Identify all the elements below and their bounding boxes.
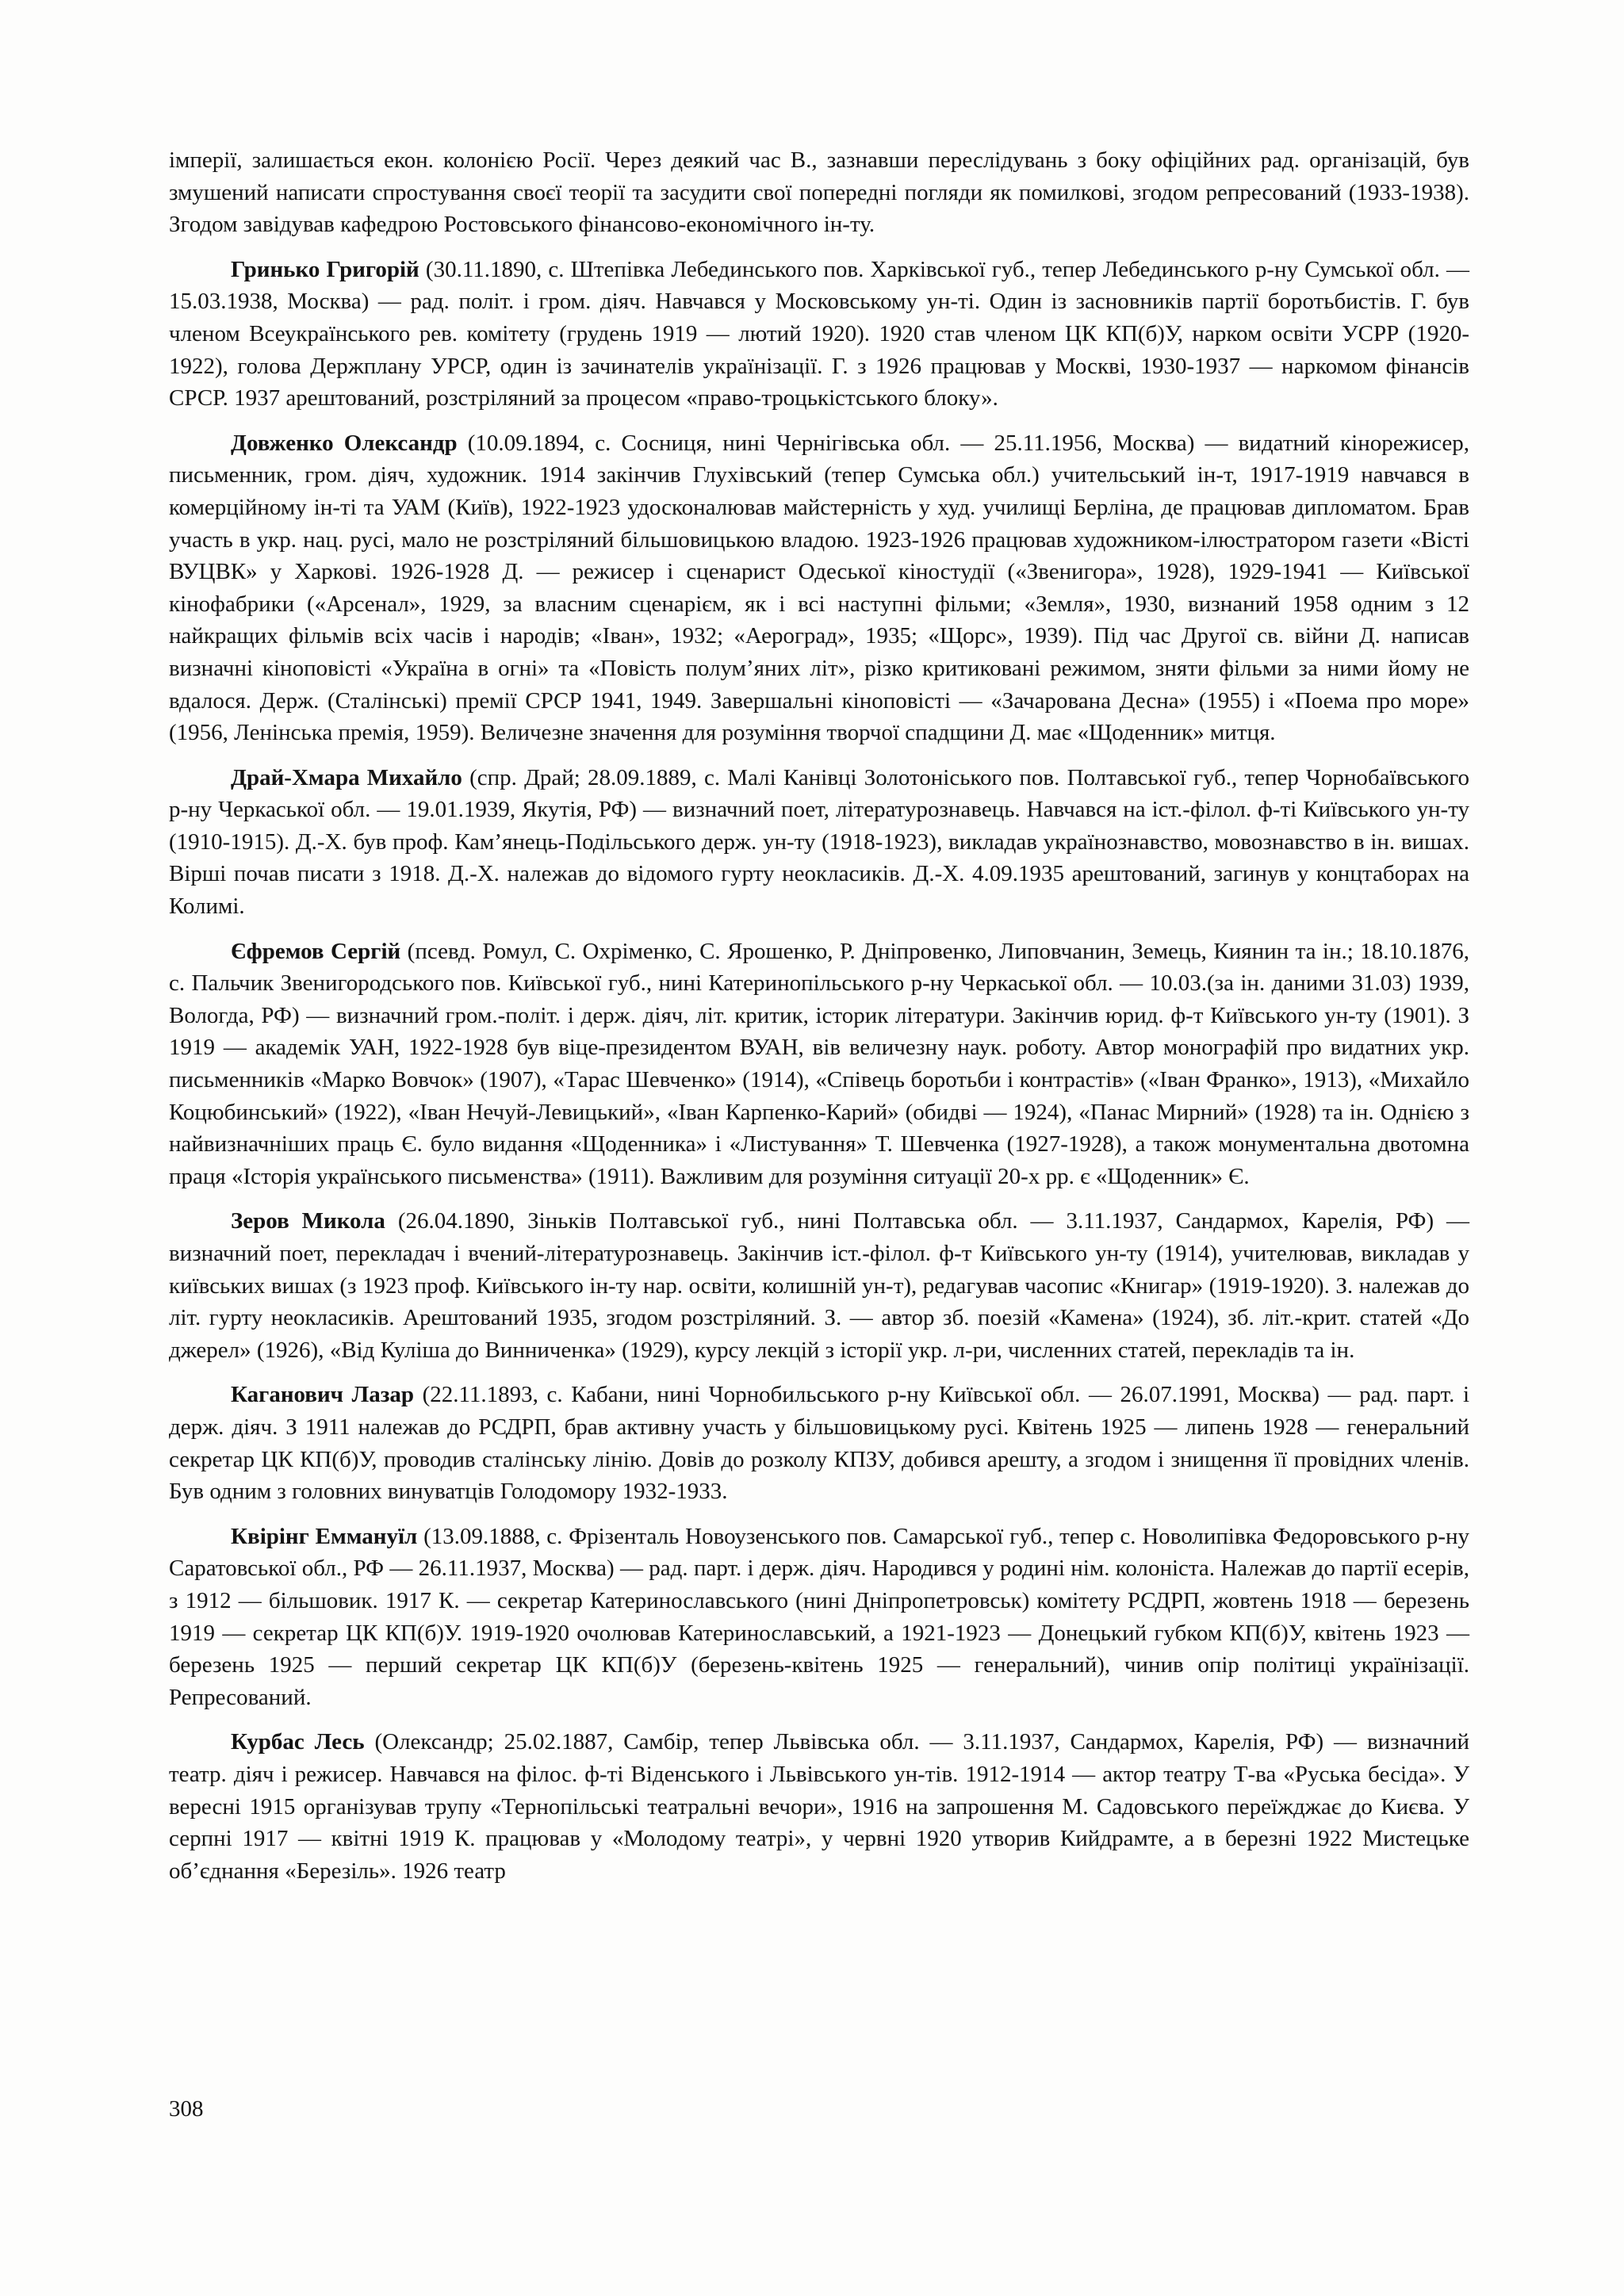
entry-name: Зеров Микола — [231, 1208, 385, 1234]
page-number: 308 — [169, 2096, 204, 2122]
entry-kviring — [169, 1521, 1469, 1714]
entry-name: Квірінг Еммануїл — [231, 1523, 418, 1549]
entry-text: (Олександр; 25.02.1887, Самбір, тепер Львівська обл. — 3.11.1937, Сандармох, Карелія, РФ) — визначний театр. діяч і режисер. Навчався на філос. ф-ті Віденського і Львівського ун-тів. 1912-1914 — актор театру Т-ва «Руська бесіда». У вересні 1915 організував трупу «Тернопільські театральні вечори», 1916 на запрошення М. Садовського переїжджає до Києва. У серпні 1917 — квітні 1919 К. працював у «Молодому театрі», у червні 1920 утворив Кийдрамте, а в березні 1922 Мистецьке об’єднання «Березіль». 1926 театр — [169, 1729, 1469, 1884]
entry-zerov — [169, 1205, 1469, 1366]
entry-text: (26.04.1890, Зіньків Полтавської губ., нині Полтавська обл. — 3.11.1937, Сандармох, Карелія, РФ) — визначний поет, перекладач і вчений-літературознавець. Закінчив іст.-філол. ф-т Київського ун-ту (1914), учителював, викладав у київських вишах (з 1923 проф. Київського ін-ту нар. освіти, колишній ун-т), редагував часопис «Книгар» (1919-1920). З. належав до літ. гурту неокласиків. Арештований 1935, згодом розстріляний. З. — автор зб. поезій «Камена» (1924), зб. літ.-крит. статей «До джерел» (1926), «Від Куліша до Винниченка» (1929), курсу лекцій з історії укр. л-ри, численних статей, перекладів та ін. — [169, 1208, 1469, 1363]
entry-name: Драй-Хмара Михайло — [231, 764, 462, 790]
entry-kurbas — [169, 1726, 1469, 1887]
entry-text: (псевд. Ромул, С. Охріменко, С. Ярошенко, Р. Дніпровенко, Липовчанин, Земець, Киянин та ін.; 18.10.1876, с. Пальчик Звенигородського пов. Київської губ., нині Катеринопільського р-ну Черкаської обл. — 10.03.(за ін. даними 31.03) 1939, Вологда, РФ) — визначний гром.-політ. і держ. діяч, літ. критик, історик літератури. Закінчив юрид. ф-т Київського ун-ту (1901). З 1919 — академік УАН, 1922-1928 був віце-президентом ВУАН, вів величезну наук. роботу. Автор монографій про видатних укр. письменників «Марко Вовчок» (1907), «Тарас Шевченко» (1914), «Співець боротьби і контрастів» («Іван Франко», 1913), «Михайло Коцюбинський» (1922), «Іван Нечуй-Левицький», «Іван Карпенко-Карий» (обидві — 1924), «Панас Мирний» (1928) та ін. Однією з найвизначніших праць Є. було видання «Щоденника» і «Листування» Т. Шевченка (1927-1928), а також монументальна двотомна праця «Історія українського письменства» (1911). Важливим для розуміння ситуації 20-х рр. є «Щоденник» Є. — [169, 938, 1470, 1189]
entry-text: (13.09.1888, с. Фрізенталь Новоузенського пов. Самарської губ., тепер с. Новолипівка Федоровського р-ну Саратовської обл., РФ — 26.11.1937, Москва) — рад. парт. і держ. діяч. Народився у родині нім. колоніста. Належав до партії есерів, з 1912 — більшовик. 1917 К. — секретар Катеринославського (нині Дніпропетровськ) комітету РСДРП, жовтень 1918 — березень 1919 — секретар ЦК КП(б)У. 1919-1920 очолював Катеринославський, а 1921-1923 — Донецький губком КП(б)У, квітень 1923 — березень 1925 — перший секретар ЦК КП(б)У (березень-квітень 1925 — генеральний), чинив опір політиці українізації. Репресований. — [169, 1523, 1469, 1710]
entry-text: (30.11.1890, с. Штепівка Лебединського пов. Харківської губ., тепер Лебединського р-ну Сумської обл. — 15.03.1938, Москва) — рад. політ. і гром. діяч. Навчався у Московському ун-ті. Один із засновників партії боротьбистів. Г. був членом Всеукраїнського рев. комітету (грудень 1919 — лютий 1920). 1920 став членом ЦК КП(б)У, нарком освіти УСРР (1920-1922), голова Держплану УРСР, один із зачинателів українізації. Г. з 1926 працював у Москві, 1930-1937 — наркомом фінансів СРСР. 1937 арештований, розстріляний за процесом «право-троцькістського блоку». — [169, 256, 1470, 411]
intro-paragraph-text: імперії, залишається екон. колонією Росії. Через деякий час В., зазнавши переслідувань з боку офіційних рад. організацій, був змушений написати спростування своєї теорії та засудити свої попередні погляди як помилкові, згодом репресований (1933-1938). Згодом завідував кафедрою Ростовського фінансово-економічного ін-ту. — [169, 147, 1469, 238]
entry-kaganovych — [169, 1379, 1469, 1507]
entry-name: Гринько Григорій — [231, 256, 419, 282]
entry-grynko — [169, 254, 1469, 415]
entry-text: (10.09.1894, с. Сосниця, нині Чернігівська обл. — 25.11.1956, Москва) — видатний кінорежисер, письменник, гром. діяч, художник. 1914 закінчив Глухівський (тепер Сумська обл.) учительський ін-т, 1917-1919 навчався в комерційному ін-ті та УАМ (Київ), 1922-1923 удосконалював майстерність у худ. училищі Берліна, де працював дипломатом. Брав участь в укр. нац. русі, мало не розстріляний більшовицькою владою. 1923-1926 працював художником-ілюстратором газети «Вісті ВУЦВК» у Харкові. 1926-1928 Д. — режисер і сценарист Одеської кіностудії («Звенигора», 1928), 1929-1941 — Київської кінофабрики («Арсенал», 1929, за власним сценарієм, як і всі наступні фільми; «Земля», 1930, визнаний 1958 одним з 12 найкращих фільмів всіх часів і народів; «Іван», 1932; «Аероград», 1935; «Щорс», 1939). Під час Другої св. війни Д. написав визначні кіноповісті «Україна в огні» та «Повість полум’яних літ», різко критиковані режимом, зняти фільми за ними йому не вдалося. Держ. (Сталінські) премії СРСР 1941, 1949. Завершальні кіноповісті — «Зачарована Десна» (1955) і «Поема про море» (1956, Ленінська премія, 1959). Величезне значення для розуміння творчої спадщини Д. має «Щоденник» митця. — [169, 430, 1469, 746]
intro-paragraph — [169, 144, 1469, 241]
entry-dovzhenko — [169, 427, 1469, 749]
entry-text: (спр. Драй; 28.09.1889, с. Малі Канівці Золотоніського пов. Полтавської губ., тепер Чорнобаївського р-ну Черкаської обл. — 19.01.1939, Якутія, РФ) — визначний поет, літературознавець. Навчався на іст.-філол. ф-ті Київського ун-ту (1910-1915). Д.-Х. був проф. Кам’янець-Подільського держ. ун-ту (1918-1923), викладав українознавство, мовознавство в ін. вишах. Вірші почав писати з 1918. Д.-Х. належав до відомого гурту неокласиків. Д.-Х. 4.09.1935 арештований, загинув у концтаборах на Колимі. — [169, 764, 1470, 920]
entry-name: Каганович Лазар — [231, 1382, 415, 1408]
entry-name: Довженко Олександр — [231, 430, 458, 456]
entry-drai-khmara — [169, 762, 1469, 923]
page-text-body — [169, 144, 1469, 1900]
entry-text: (22.11.1893, с. Кабани, нині Чорнобильського р-ну Київської обл. — 26.07.1991, Москва) — рад. парт. і держ. діяч. З 1911 належав до РСДРП, брав активну участь у більшовицькому русі. Квітень 1925 — липень 1928 — генеральний секретар ЦК КП(б)У, проводив сталінську лінію. Довів до розколу КПЗУ, добився арешту, а згодом і знищення її провідних членів. Був одним з головних винуватців Голодомору 1932-1933. — [169, 1382, 1469, 1505]
entry-name: Курбас Лесь — [231, 1729, 365, 1755]
entry-yefremov — [169, 936, 1469, 1193]
entry-name: Єфремов Сергій — [231, 938, 401, 964]
